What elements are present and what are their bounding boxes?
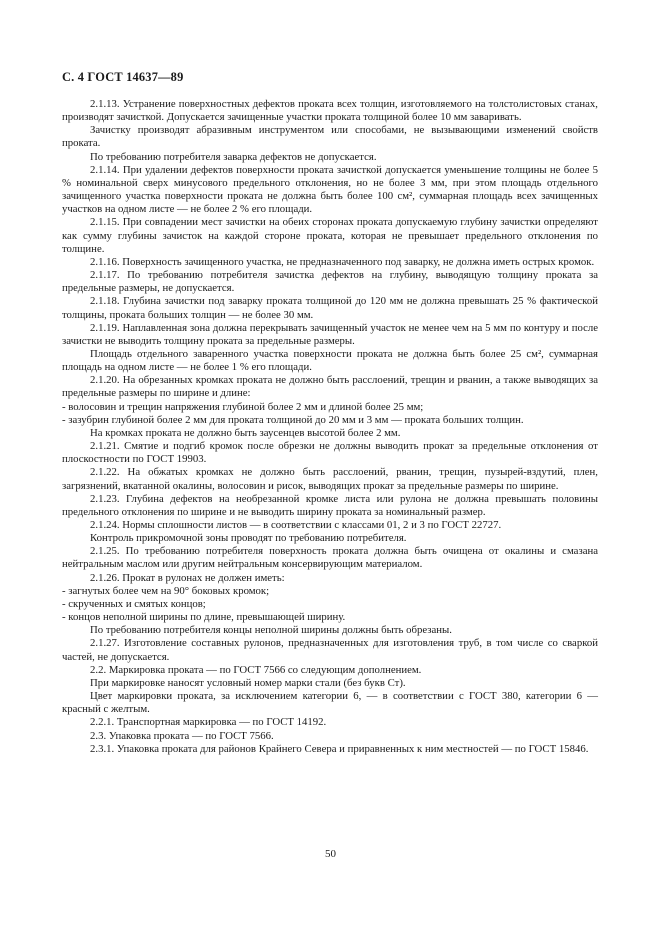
paragraph: Зачистку производят абразивным инструментом или способами, не вызывающими изменений свойств проката.	[62, 124, 598, 150]
paragraph: 2.1.25. По требованию потребителя поверхность проката должна быть очищена от окалины и смазана нейтральным маслом или другим нейтральным консервирующим материалом.	[62, 545, 598, 571]
paragraph: 2.3.1. Упаковка проката для районов Крайнего Севера и приравненных к ним местностей — по ГОСТ 15846.	[90, 742, 589, 755]
paragraph: 2.1.15. При совпадении мест зачистки на обеих сторонах проката допускаемую глубину зачистки определяют как сумму глубины зачисток на каждой стороне проката, которая не превышает предельного отклонения по толщине.	[62, 216, 598, 255]
paragraph: 2.1.20. На обрезанных кромках проката не должно быть расслоений, трещин и рванин, а также выводящих за предельные размеры по ширине и длине:	[62, 374, 598, 400]
list-item: - скрученных и смятых концов;	[62, 597, 206, 610]
document-body	[62, 98, 598, 756]
paragraph: 2.1.21. Смятие и подгиб кромок после обрезки не должны выводить прокат за предельные отклонения от плоскостности по ГОСТ 19903.	[62, 440, 598, 466]
paragraph: 2.2. Маркировка проката — по ГОСТ 7566 со следующим дополнением.	[90, 663, 422, 676]
paragraph: На кромках проката не должно быть заусенцев высотой более 2 мм.	[90, 426, 401, 439]
paragraph: По требованию потребителя заварка дефектов не допускается.	[90, 150, 377, 163]
paragraph: 2.1.26. Прокат в рулонах не должен иметь:	[90, 571, 285, 584]
paragraph: Площадь отдельного заваренного участка поверхности проката не должна быть более 25 см², суммарная площадь на одном листе — не более 1 % его площади.	[62, 347, 598, 374]
paragraph: Цвет маркировки проката, за исключением категории 6, — в соответствии с ГОСТ 380, категории 6 — красный с желтым.	[62, 690, 598, 716]
paragraph: 2.1.13. Устранение поверхностных дефектов проката всех толщин, изготовляемого на толстолистовых станах, производят зачисткой. Допускается зачищенные участки проката толщиной более 10 мм заваривать.	[62, 98, 598, 124]
paragraph: 2.1.16. Поверхность зачищенного участка, не предназначенного под заварку, не должна иметь острых кромок.	[90, 255, 595, 268]
paragraph: 2.1.18. Глубина зачистки под заварку проката толщиной до 120 мм не должна превышать 25 % фактической толщины, проката больших толщин — не более 30 мм.	[62, 295, 598, 321]
paragraph: Контроль прикромочной зоны проводят по требованию потребителя.	[90, 532, 407, 545]
page-number: 50	[325, 848, 336, 860]
paragraph: 2.1.22. На обжатых кромках не должно быть расслоений, рванин, трещин, пузырей-вздутий, плен, загрязнений, вкатанной окалины, волосовин и рисок, выводящих прокат за предельные размеры по ширине.	[62, 466, 598, 492]
paragraph: При маркировке наносят условный номер марки стали (без букв Ст).	[90, 676, 406, 689]
list-item: - концов неполной ширины по длине, превышающей ширину.	[62, 611, 346, 624]
list-item: - зазубрин глубиной более 2 мм для проката толщиной до 20 мм и 3 мм — проката больших толщин.	[62, 413, 524, 426]
paragraph: 2.1.27. Изготовление составных рулонов, предназначенных для изготовления труб, в том числе со сваркой частей, не допускается.	[62, 637, 598, 663]
paragraph: 2.2.1. Транспортная маркировка — по ГОСТ 14192.	[90, 716, 327, 729]
paragraph: 2.1.23. Глубина дефектов на необрезанной кромке листа или рулона не должна превышать половины предельного отклонения по ширине и не выводить ширину проката за номинальный размер.	[62, 492, 598, 518]
paragraph: 2.1.24. Нормы сплошности листов — в соответствии с классами 01, 2 и 3 по ГОСТ 22727.	[90, 519, 502, 531]
paragraph: 2.3. Упаковка проката — по ГОСТ 7566.	[90, 729, 274, 742]
list-item: - волосовин и трещин напряжения глубиной более 2 мм и длиной более 25 мм;	[62, 400, 424, 413]
paragraph: 2.1.19. Наплавленная зона должна перекрывать зачищенный участок не менее чем на 5 мм по контуру и после зачистки не выводить толщину проката за предельные размеры.	[62, 321, 598, 347]
list-item: - загнутых более чем на 90° боковых кромок;	[62, 584, 270, 597]
paragraph: По требованию потребителя концы неполной ширины должны быть обрезаны.	[90, 624, 452, 637]
paragraph: 2.1.14. При удалении дефектов поверхности проката зачисткой допускается уменьшение толщины не более 5 % номинальной сверх минусового предельного отклонения, но не более 3 мм, при этом площадь отдельного зачищенного участка поверхности проката не должна быть более 100 см², суммарная площадь всех зачищенных участков на одном листе — не более 2 % его площади.	[62, 163, 598, 216]
paragraph: 2.1.17. По требованию потребителя зачистка дефектов на глубину, выводящую толщину проката за предельные размеры, не допускается.	[62, 269, 598, 295]
page-header: С. 4 ГОСТ 14637—89	[62, 70, 184, 84]
